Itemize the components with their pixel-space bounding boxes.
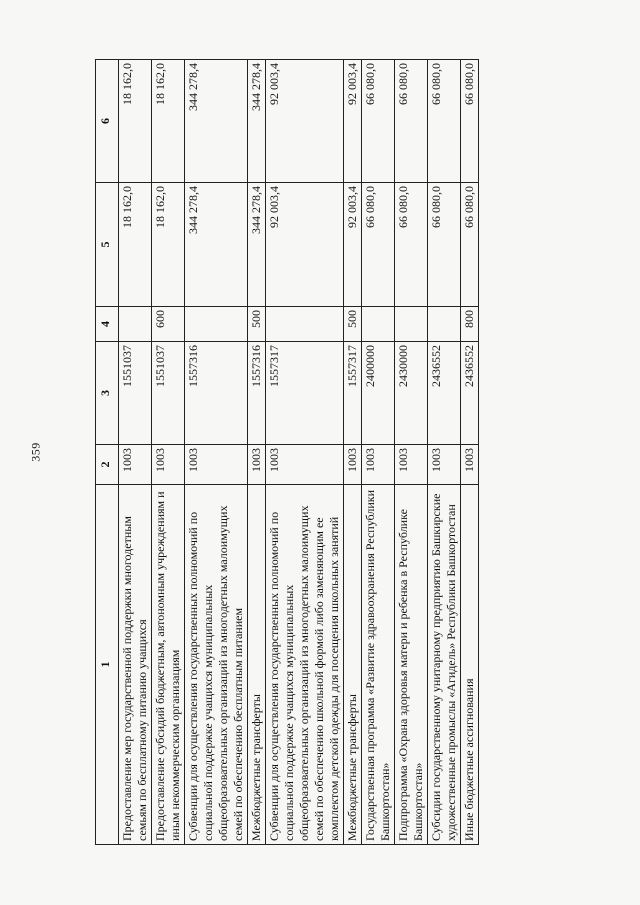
row-value: 1003	[119, 445, 152, 485]
table-row	[395, 60, 428, 845]
row-value: 66 080,0	[428, 60, 461, 183]
header-cell: 3	[96, 342, 119, 445]
header-cell: 1	[96, 485, 119, 845]
row-value: 66 080,0	[362, 183, 395, 307]
table-container	[95, 60, 575, 845]
row-value: 66 080,0	[428, 183, 461, 307]
row-value: 66 080,0	[395, 183, 428, 307]
header-cell: 2	[96, 445, 119, 485]
table-row	[266, 60, 344, 845]
table-row	[362, 60, 395, 845]
row-value: 1003	[395, 445, 428, 485]
row-description: Межбюджетные трансферты	[344, 485, 362, 845]
page-number: 359	[28, 442, 43, 462]
table-row	[461, 60, 479, 845]
row-value: 92 003,4	[344, 60, 362, 183]
row-value: 344 278,4	[185, 60, 248, 183]
header-cell: 4	[96, 307, 119, 342]
row-value: 18 162,0	[119, 183, 152, 307]
row-value: 2430000	[395, 342, 428, 445]
row-description: Иные бюджетные ассигнования	[461, 485, 479, 845]
header-row	[96, 60, 119, 845]
row-value: 1003	[152, 445, 185, 485]
row-description: Предоставление субсидий бюджетным, автономным учреждениям и иным некоммерческим организациям	[152, 485, 185, 845]
row-value: 92 003,4	[266, 183, 344, 307]
row-value: 600	[152, 307, 185, 342]
row-description: Субвенции для осуществления государственных полномочий по социальной поддержке учащихся муниципальных общеобразовательных организаций из многодетных малоимущих семей по обеспечению бесплатным питанием	[185, 485, 248, 845]
row-value: 344 278,4	[248, 183, 266, 307]
row-value: 1003	[266, 445, 344, 485]
row-value: 500	[248, 307, 266, 342]
row-value: 1003	[344, 445, 362, 485]
row-value: 344 278,4	[185, 183, 248, 307]
row-value: 1557316	[248, 342, 266, 445]
row-description: Субсидии государственному унитарному предприятию Башкирские художественные промыслы «Агидель» Республики Башкортостан	[428, 485, 461, 845]
row-value: 1557317	[266, 342, 344, 445]
budget-table	[95, 59, 479, 845]
row-value: 1003	[248, 445, 266, 485]
table-row	[152, 60, 185, 845]
row-value: 1003	[185, 445, 248, 485]
row-value: 2436552	[461, 342, 479, 445]
row-value: 1551037	[152, 342, 185, 445]
header-cell: 6	[96, 60, 119, 183]
row-description: Подпрограмма «Охрана здоровья матери и ребенка в Республике Башкортостан»	[395, 485, 428, 845]
row-value: 1003	[461, 445, 479, 485]
row-description: Межбюджетные трансферты	[248, 485, 266, 845]
row-value: 66 080,0	[461, 183, 479, 307]
row-value: 92 003,4	[344, 183, 362, 307]
row-value	[266, 307, 344, 342]
row-value: 92 003,4	[266, 60, 344, 183]
row-value: 1557317	[344, 342, 362, 445]
row-value: 66 080,0	[362, 60, 395, 183]
row-value: 344 278,4	[248, 60, 266, 183]
row-value: 18 162,0	[119, 60, 152, 183]
row-value: 2400000	[362, 342, 395, 445]
table-row	[119, 60, 152, 845]
row-description: Государственная программа «Развитие здравоохранения Республики Башкортостан»	[362, 485, 395, 845]
table-row	[248, 60, 266, 845]
row-value: 1003	[428, 445, 461, 485]
row-value	[185, 307, 248, 342]
row-description: Субвенции для осуществления государственных полномочий по социальной поддержке учащихся муниципальных общеобразовательных организаций из многодетных малоимущих семей по обеспечению школьной формой либо заменяющим ее комплектом детской одежды для посещения школьных занятий	[266, 485, 344, 845]
table-row	[185, 60, 248, 845]
header-cell: 5	[96, 183, 119, 307]
row-value: 18 162,0	[152, 60, 185, 183]
row-value: 800	[461, 307, 479, 342]
row-value	[395, 307, 428, 342]
row-value: 66 080,0	[461, 60, 479, 183]
row-value: 1551037	[119, 342, 152, 445]
row-description: Предоставление мер государственной поддержки многодетным семьям по бесплатному питанию учащихся	[119, 485, 152, 845]
row-value: 1557316	[185, 342, 248, 445]
row-value: 500	[344, 307, 362, 342]
row-value	[119, 307, 152, 342]
row-value: 1003	[362, 445, 395, 485]
row-value: 18 162,0	[152, 183, 185, 307]
row-value	[362, 307, 395, 342]
row-value	[428, 307, 461, 342]
table-row	[344, 60, 362, 845]
row-value: 66 080,0	[395, 60, 428, 183]
table-row	[428, 60, 461, 845]
row-value: 2436552	[428, 342, 461, 445]
